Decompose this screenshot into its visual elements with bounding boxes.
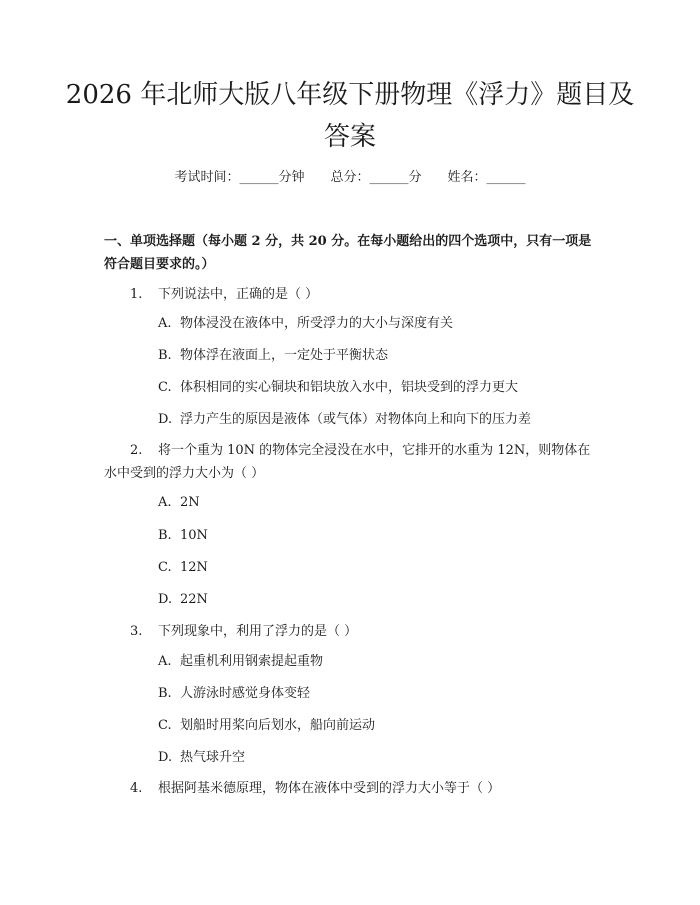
option-label: C.: [158, 380, 172, 395]
option-2d: [158, 590, 598, 610]
question-text: 根据阿基米德原理，物体在液体中受到的浮力大小等于（ ）: [158, 781, 501, 796]
question-3: [104, 620, 600, 643]
option-label: B.: [158, 686, 172, 701]
score-unit: 分: [408, 170, 422, 185]
score-label: 总分：: [330, 170, 370, 185]
option-text: 人游泳时感觉身体变轻: [180, 686, 311, 701]
option-1a: [158, 314, 598, 334]
score-blank: ______: [369, 170, 409, 185]
option-label: D.: [158, 592, 173, 607]
option-label: A.: [158, 654, 172, 669]
option-text: 体积相同的实心铜块和铝块放入水中，铝块受到的浮力更大: [180, 380, 519, 395]
option-1c: [158, 378, 598, 398]
question-text: 下列现象中，利用了浮力的是（ ）: [158, 624, 358, 639]
option-text: 12N: [180, 560, 208, 575]
option-label: D.: [158, 412, 173, 427]
name-label: 姓名：: [447, 170, 487, 185]
time-unit: 分钟: [278, 170, 305, 185]
option-label: B.: [158, 528, 172, 543]
question-number: 1.: [130, 287, 143, 302]
option-3d: [158, 748, 598, 768]
option-2b: [158, 526, 598, 546]
option-text: 22N: [180, 592, 208, 607]
option-text: 起重机利用钢索提起重物: [180, 654, 324, 669]
option-label: D.: [158, 750, 173, 765]
time-blank: ______: [239, 170, 279, 185]
option-label: A.: [158, 495, 172, 510]
option-3c: [158, 716, 598, 736]
option-text: 10N: [180, 528, 208, 543]
option-label: A.: [158, 316, 172, 331]
question-number: 4.: [130, 781, 143, 796]
option-1b: [158, 346, 598, 366]
exam-meta-line: [0, 168, 700, 188]
option-text: 2N: [180, 495, 200, 510]
option-3a: [158, 652, 598, 672]
page-title: 2026 年北师大版八年级下册物理《浮力》题目及答案: [65, 80, 635, 152]
option-label: B.: [158, 348, 172, 363]
question-number: 3.: [130, 624, 143, 639]
question-1: [104, 283, 600, 306]
option-1d: [158, 410, 598, 430]
option-text: 物体浸没在液体中，所受浮力的大小与深度有关: [180, 316, 454, 331]
option-3b: [158, 684, 598, 704]
option-2c: [158, 558, 598, 578]
option-text: 热气球升空: [180, 750, 246, 765]
question-2: [104, 439, 600, 485]
question-4: [104, 777, 600, 800]
option-label: C.: [158, 718, 172, 733]
section-heading: 一、单项选择题（每小题 2 分，共 20 分。在每小题给出的四个选项中，只有一项是符合题目要求的。）: [104, 234, 592, 272]
option-2a: [158, 493, 598, 513]
option-text: 物体浮在液面上，一定处于平衡状态: [180, 348, 389, 363]
question-text: 下列说法中，正确的是（ ）: [158, 287, 319, 302]
option-label: C.: [158, 560, 172, 575]
name-blank: ______: [486, 170, 526, 185]
option-text: 浮力产生的原因是液体（或气体）对物体向上和向下的压力差: [180, 412, 532, 427]
option-text: 划船时用桨向后划水，船向前运动: [180, 718, 376, 733]
question-number: 2.: [130, 443, 143, 458]
question-text: 将一个重为 10N 的物体完全浸没在水中，它排开的水重为 12N，则物体在水中受到的浮力大小为（ ）: [104, 443, 591, 481]
time-label: 考试时间：: [174, 170, 240, 185]
